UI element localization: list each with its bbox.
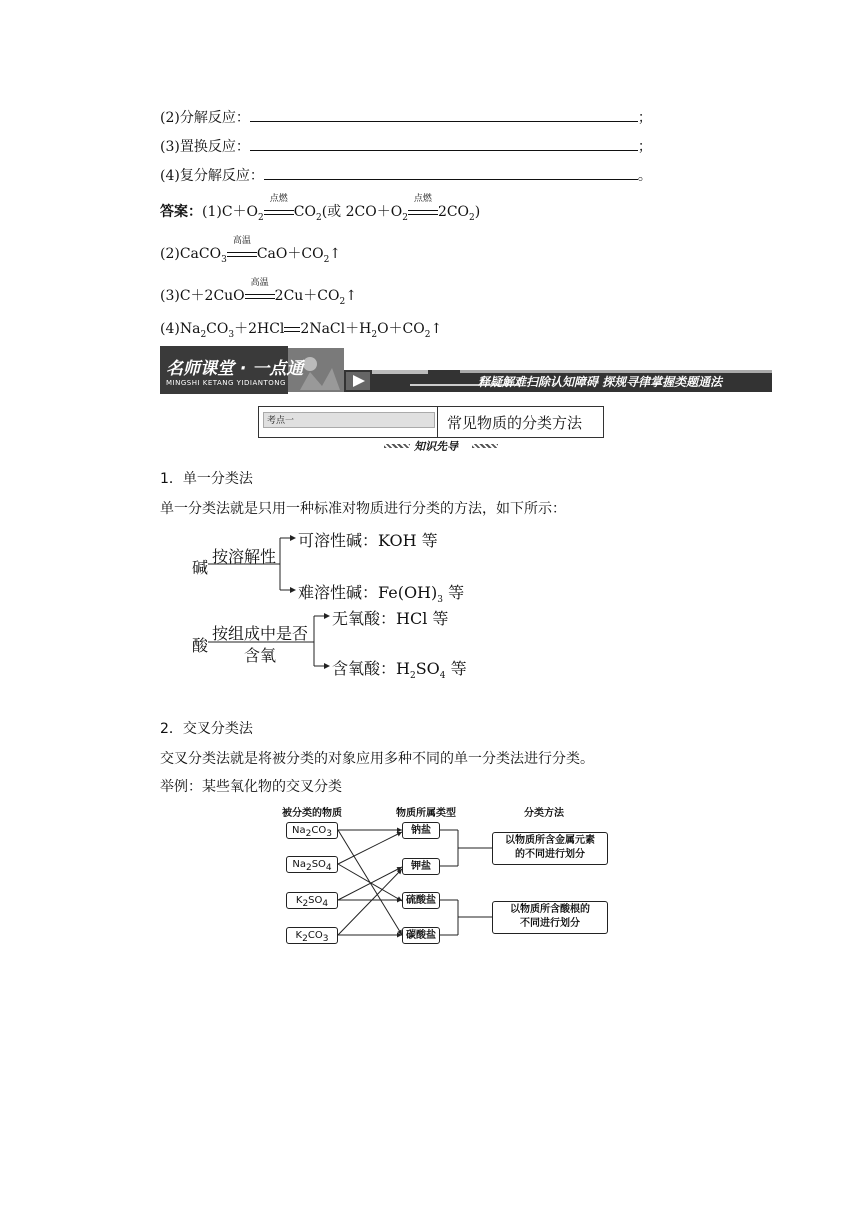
gas-arrow-icon: ↑ <box>329 246 342 262</box>
formula-part: CaO＋CO <box>256 246 324 262</box>
type-node: 钠盐 <box>402 822 440 839</box>
condition-text: 高温 <box>250 278 269 288</box>
formula-part: O＋CO <box>377 321 425 337</box>
kaodian-subtitle: 知识先导 <box>414 440 458 453</box>
substance-node: $Na_2CO_3$ <box>286 822 338 839</box>
section-heading: 2．交叉分类法 <box>160 721 253 737</box>
branch-text: 等 <box>443 583 465 602</box>
question-end: 。 <box>637 168 652 184</box>
formula-part: CO <box>293 204 316 220</box>
tree-branch: 无氧酸：HCl 等 <box>332 609 449 628</box>
tree-criterion: 按组成中是否 <box>212 624 309 643</box>
formula-part: (3)C＋2CuO <box>160 288 245 304</box>
kaodian-box <box>258 406 604 438</box>
hatch-left <box>384 444 410 448</box>
kaodian-tag: 考点一 <box>267 416 295 426</box>
formula-part: (4)Na <box>160 321 201 337</box>
question-end: ； <box>637 139 652 155</box>
hatch-right <box>472 444 498 448</box>
question-3 <box>160 136 652 156</box>
kaodian-title: 常见物质的分类方法 <box>447 414 583 432</box>
header-method: 分类方法 <box>524 808 564 819</box>
formula-part: ) <box>474 204 481 220</box>
tree-criterion: 按溶解性 <box>212 547 277 566</box>
header-type: 物质所属类型 <box>396 808 456 819</box>
subscript: 2 <box>402 212 408 223</box>
reaction-condition <box>408 194 438 220</box>
branch-text: 含氧酸：H <box>332 659 410 678</box>
answer-blank <box>250 109 638 122</box>
tree-criterion: 含氧 <box>244 646 277 665</box>
tree-acid <box>190 604 490 682</box>
gas-arrow-icon: ↑ <box>430 321 443 337</box>
answer-2 <box>160 236 342 265</box>
subscript: 3 <box>221 254 227 265</box>
answer-4 <box>160 318 442 340</box>
condition-text: 点燃 <box>269 194 288 204</box>
tree-branch <box>298 580 464 605</box>
subscript: 4 <box>439 671 446 682</box>
type-node: 碳酸盐 <box>402 927 440 944</box>
type-node: 钾盐 <box>402 858 440 875</box>
question-label: (2)分解反应： <box>160 110 250 126</box>
method-node: 以物质所含金属元素 的不同进行划分 <box>492 832 608 865</box>
condition-text: 点燃 <box>413 194 432 204</box>
section-desc: 单一分类法就是只用一种标准对物质进行分类的方法，如下所示： <box>160 501 566 517</box>
subscript: 3 <box>228 329 235 340</box>
formula-part: ＋2HCl <box>234 321 285 337</box>
type-node: 硫酸盐 <box>402 892 440 909</box>
banner-pinyin: MINGSHI KETANG YIDIANTONG <box>166 379 286 387</box>
answer-3 <box>160 278 357 307</box>
formula-part: 2Cu＋CO <box>274 288 340 304</box>
subscript: 3 <box>437 595 443 606</box>
banner-title: 名师课堂 · 一点通 <box>166 359 304 379</box>
formula-part: (1)C＋O <box>202 204 259 220</box>
section-banner <box>160 346 772 394</box>
kaodian-divider <box>437 407 438 437</box>
section-heading: 1．单一分类法 <box>160 471 253 487</box>
subscript: 2 <box>339 296 346 307</box>
question-end: ； <box>637 110 652 126</box>
subscript: 2 <box>469 212 475 223</box>
header-substance: 被分类的物质 <box>282 808 342 819</box>
reaction-condition <box>245 278 275 304</box>
answer-blank <box>264 167 638 180</box>
method-node: 以物质所含酸根的 不同进行划分 <box>492 901 608 934</box>
reaction-condition <box>264 194 294 220</box>
question-label: (3)置换反应： <box>160 139 250 155</box>
tree-root: 酸 <box>192 636 209 655</box>
formula-part: (或 2CO＋O <box>321 204 403 220</box>
gas-arrow-icon: ↑ <box>345 288 357 304</box>
subscript: 2 <box>315 212 322 223</box>
subscript: 2 <box>371 329 378 340</box>
question-2 <box>160 107 652 127</box>
branch-text: 等 <box>445 659 467 678</box>
subscript: 2 <box>424 329 431 340</box>
answer-blank <box>250 138 638 151</box>
answer-1 <box>160 194 481 223</box>
subscript: 2 <box>323 254 330 265</box>
branch-text: SO <box>415 659 440 678</box>
substance-node: $Na_2SO_4$ <box>286 856 338 873</box>
answer-prefix: 答案： <box>160 204 202 220</box>
tree-branch: 可溶性碱：KOH 等 <box>298 531 438 550</box>
tree-branch <box>332 656 467 681</box>
reaction-condition <box>227 236 257 262</box>
formula-part: (2)CaCO <box>160 246 222 262</box>
subscript: 2 <box>200 329 207 340</box>
equals-sign <box>284 321 300 337</box>
subscript: 2 <box>258 212 264 223</box>
question-4 <box>160 165 652 185</box>
section-desc: 交叉分类法就是将被分类的对象应用多种不同的单一分类法进行分类。 <box>160 751 594 767</box>
formula-part: 2CO <box>437 204 470 220</box>
tree-base <box>190 526 490 606</box>
question-label: (4)复分解反应： <box>160 168 264 184</box>
example-label: 举例：某些氧化物的交叉分类 <box>160 779 342 795</box>
formula-part: 2NaCl＋H <box>300 321 372 337</box>
subscript: 2 <box>409 671 416 682</box>
formula-part: CO <box>206 321 229 337</box>
substance-node: $K_2SO_4$ <box>286 892 338 909</box>
banner-slogan: 释疑解难扫除认知障碍 探规寻律掌握类题通法 <box>478 375 723 389</box>
branch-text: 难溶性碱：Fe(OH) <box>298 583 438 602</box>
condition-text: 高温 <box>232 236 251 246</box>
cross-diagram <box>280 800 620 950</box>
substance-node: $K_2CO_3$ <box>286 927 338 944</box>
tree-root: 碱 <box>192 558 209 577</box>
